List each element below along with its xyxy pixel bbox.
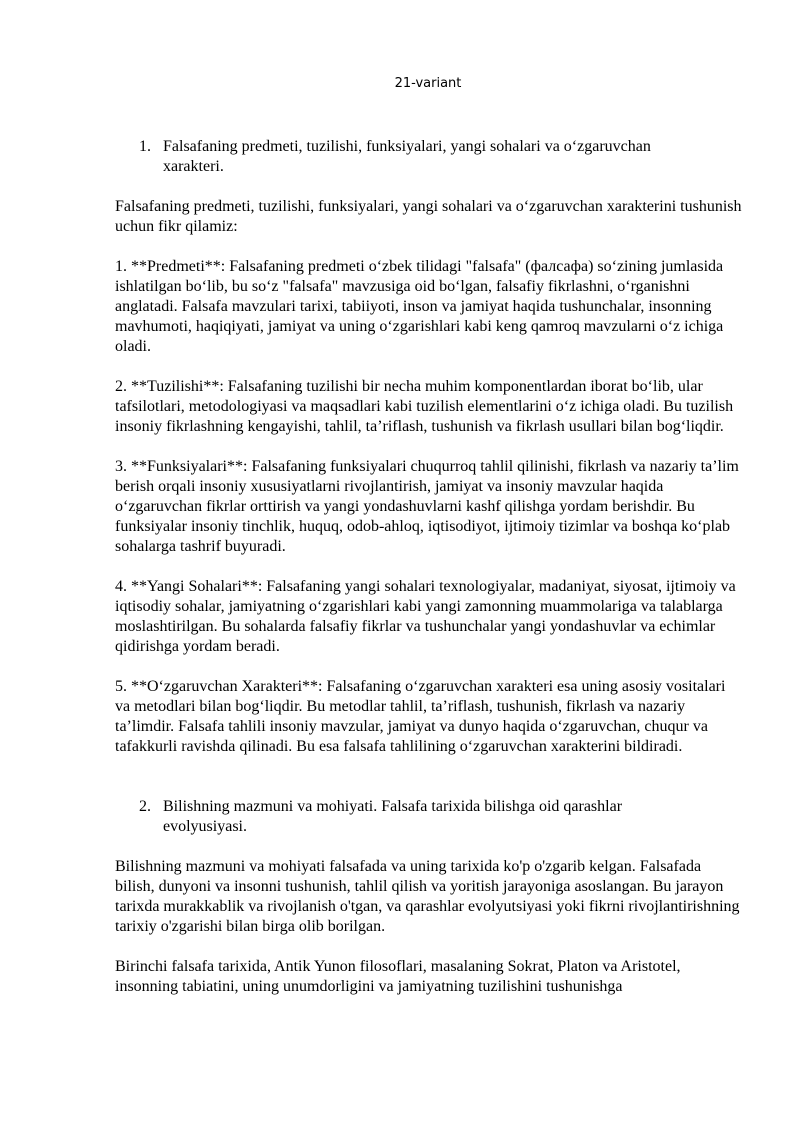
question-text: Bilishning mazmuni va mohiyati. Falsafa tarixida bilishga oid qarashlar evolyusiyasi.: [163, 798, 623, 835]
section1-intro: Falsafaning predmeti, tuzilishi, funksiyalari, yangi sohalari va o‘zgaruvchan xarakterini tushunish uchun fikr qilamiz:: [115, 198, 742, 235]
section1-point-5: 5. **O‘zgaruvchan Xarakteri**: Falsafaning o‘zgaruvchan xarakteri esa uning asosiy vositalari va metodlari bilan bog‘liqdir. Bu metodlar tahlil, ta’riflash, tushunish, fikrlash va nazariy ta’limdir. Falsafa tahlili insoniy mavzular, jamiyat va dunyo haqida o‘zgaruvchan, chuqur va tafakkurli ravishda qilinadi. Bu esa falsafa tahlilining o‘zgaruvchan xarakterini bildiradi.: [115, 678, 726, 755]
section1-point-1: 1. **Predmeti**: Falsafaning predmeti o‘zbek tilidagi "falsafa" (фалсафа) so‘zining jumlasida ishlatilgan bo‘lib, bu so‘z "falsafa" mavzusiga oid bo‘lgan, falsafiy fikrlashni, o‘rganishni anglatadi. Falsafa mavzulari tarixi, tabiiyoti, inson va jamiyat haqida tushunchalar, insonning mavhumoti, haqiqiyati, jamiyat va uning o‘zgarishlari kabi keng qamroq mavzularni o‘z ichiga oladi.: [115, 258, 724, 355]
question-text: Falsafaning predmeti, tuzilishi, funksiyalari, yangi sohalari va o‘zgaruvchan xarakteri.: [163, 138, 651, 175]
section1-point-4: 4. **Yangi Sohalari**: Falsafaning yangi sohalari texnologiyalar, madaniyat, siyosat, ijtimoiy va iqtisodiy sohalar, jamiyatning o‘zgarishlari kabi yangi zamonning muammolariga va talablarga moslashtirilgan. Bu sohalarda falsafiy fikrlar va tushunchalar yangi yondashuvlar va echimlar qidirishga yordam beradi.: [115, 578, 736, 655]
question-number: 2.: [139, 798, 151, 815]
document-body: [115, 137, 743, 997]
page-header: 21-variant: [394, 76, 462, 91]
section2-paragraph-2: Birinchi falsafa tarixida, Antik Yunon filosoflari, masalaning Sokrat, Platon va Aristotel, insonning tabiatini, uning unumdorligini va jamiyatning tuzilishini tushunishga: [115, 958, 681, 995]
section2-paragraph-1: Bilishning mazmuni va mohiyati falsafada va uning tarixida ko'p o'zgarib kelgan. Falsafada bilish, dunyoni va insonni tushunish, tahlil qilish va yoritish jarayoniga asoslangan. Bu jarayon tarixda murakkablik va rivojlanish o'tgan, va qarashlar evolyutsiyasi yoki fikrni rivojlantirishning tarixiy o'zgarishi bilan birga olib borilgan.: [115, 858, 740, 935]
question-number: 1.: [139, 138, 151, 155]
question-heading-2: [115, 797, 743, 837]
question-heading-1: [115, 137, 743, 177]
section1-point-3: 3. **Funksiyalari**: Falsafaning funksiyalari chuqurroq tahlil qilinishi, fikrlash va nazariy ta’lim berish orqali insoniy xususiyatlarni rivojlantirish, jamiyat va insoniy mavzular haqida o‘zgaruvchan fikrlar orttirish va yangi yondashuvlarni kashf qilishga yordam berishdir. Bu funksiyalar insoniy tinchlik, huquq, odob-ahloq, iqtisodiyot, ijtimoiy tizimlar va boshqa ko‘plab sohalarga tashrif buyuradi.: [115, 458, 739, 555]
section1-point-2: 2. **Tuzilishi**: Falsafaning tuzilishi bir necha muhim komponentlardan iborat bo‘lib, ular tafsilotlari, metodologiyasi va maqsadlari kabi tuzilish elementlarini o‘z ichiga oladi. Bu tuzilish insoniy fikrlashning kengayishi, tahlil, ta’riflash, tushunish va fikrlash usullari bilan bog‘liqdir.: [115, 378, 734, 435]
